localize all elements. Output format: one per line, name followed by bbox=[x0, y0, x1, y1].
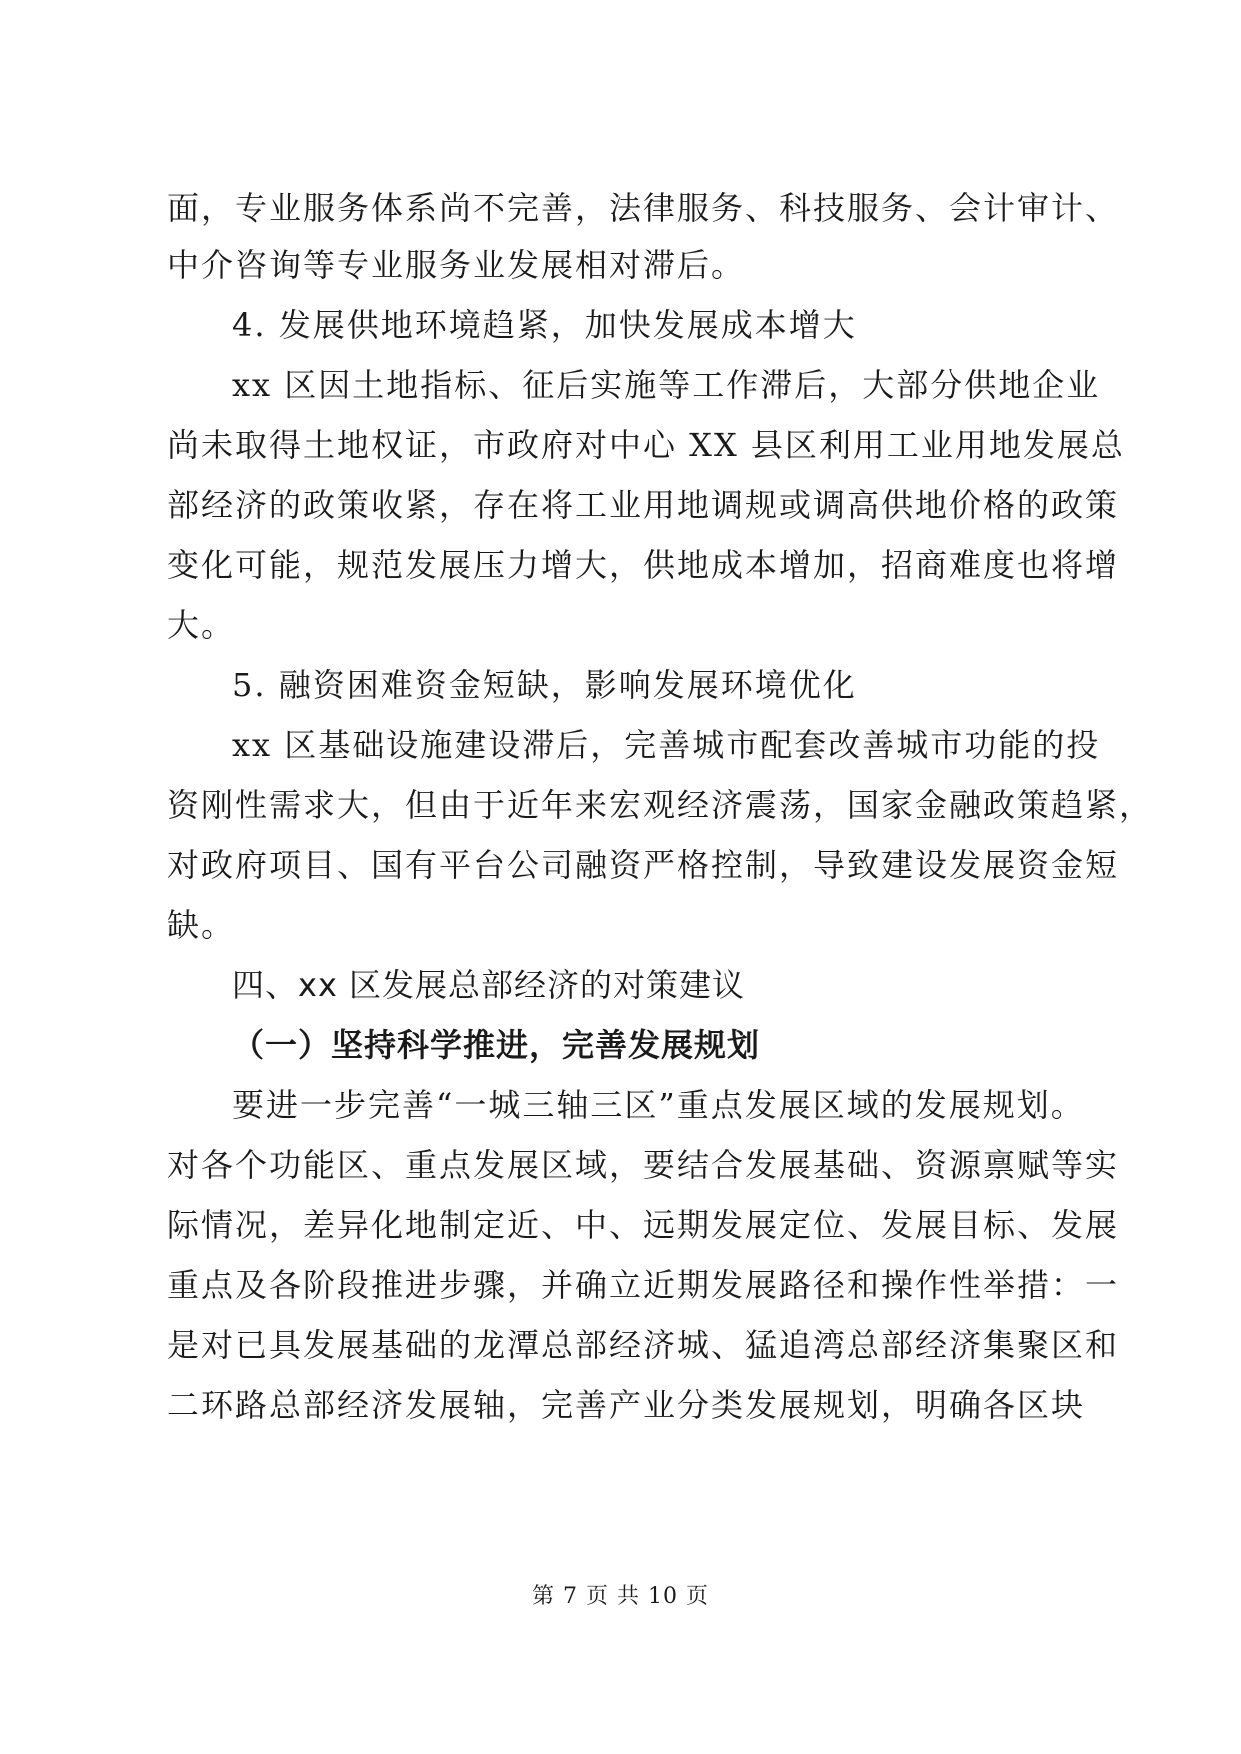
text-line: 际情况，差异化地制定近、中、远期发展定位、发展目标、发展 bbox=[167, 1206, 1120, 1244]
text-line: 资刚性需求大，但由于近年来宏观经济震荡，国家金融政策趋紧， bbox=[167, 786, 1154, 824]
text-line: 部经济的政策收紧，存在将工业用地调规或调高供地价格的政策 bbox=[167, 486, 1120, 524]
section-heading-5: 5. 融资困难资金短缺，影响发展环境优化 bbox=[232, 666, 857, 704]
text-line: xx 区基础设施建设滞后，完善城市配套改善城市功能的投 bbox=[232, 726, 1101, 764]
text-line: 中介咨询等专业服务业发展相对滞后。 bbox=[167, 246, 746, 284]
text-line: xx 区因土地指标、征后实施等工作滞后，大部分供地企业 bbox=[232, 366, 1101, 404]
text-line: 尚未取得土地权证，市政府对中心 XX 县区利用工业用地发展总 bbox=[167, 426, 1125, 464]
page-number-footer: 第 7 页 共 10 页 bbox=[532, 1584, 709, 1609]
text-line: 缺。 bbox=[167, 906, 236, 944]
text-line: 大。 bbox=[167, 606, 236, 644]
subsection-heading: （一）坚持科学推进，完善发展规划 bbox=[232, 1026, 761, 1064]
text-line: 是对已具发展基础的龙潭总部经济城、猛追湾总部经济集聚区和 bbox=[167, 1326, 1120, 1364]
section-heading-4: 4. 发展供地环境趋紧，加快发展成本增大 bbox=[232, 306, 857, 344]
text-line: 对政府项目、国有平台公司融资严格控制，导致建设发展资金短 bbox=[167, 846, 1120, 884]
text-line: 对各个功能区、重点发展区域，要结合发展基础、资源禀赋等实 bbox=[167, 1146, 1120, 1184]
chapter-heading: 四、xx 区发展总部经济的对策建议 bbox=[232, 966, 746, 1004]
text-line: 面，专业服务体系尚不完善，法律服务、科技服务、会计审计、 bbox=[167, 189, 1120, 227]
text-line: 二环路总部经济发展轴，完善产业分类发展规划，明确各区块 bbox=[167, 1386, 1086, 1424]
text-line: 要进一步完善“一城三轴三区”重点发展区域的发展规划。 bbox=[232, 1086, 1085, 1124]
text-line: 重点及各阶段推进步骤，并确立近期发展路径和操作性举措：一 bbox=[167, 1266, 1120, 1304]
text-line: 变化可能，规范发展压力增大，供地成本增加，招商难度也将增 bbox=[167, 546, 1120, 584]
